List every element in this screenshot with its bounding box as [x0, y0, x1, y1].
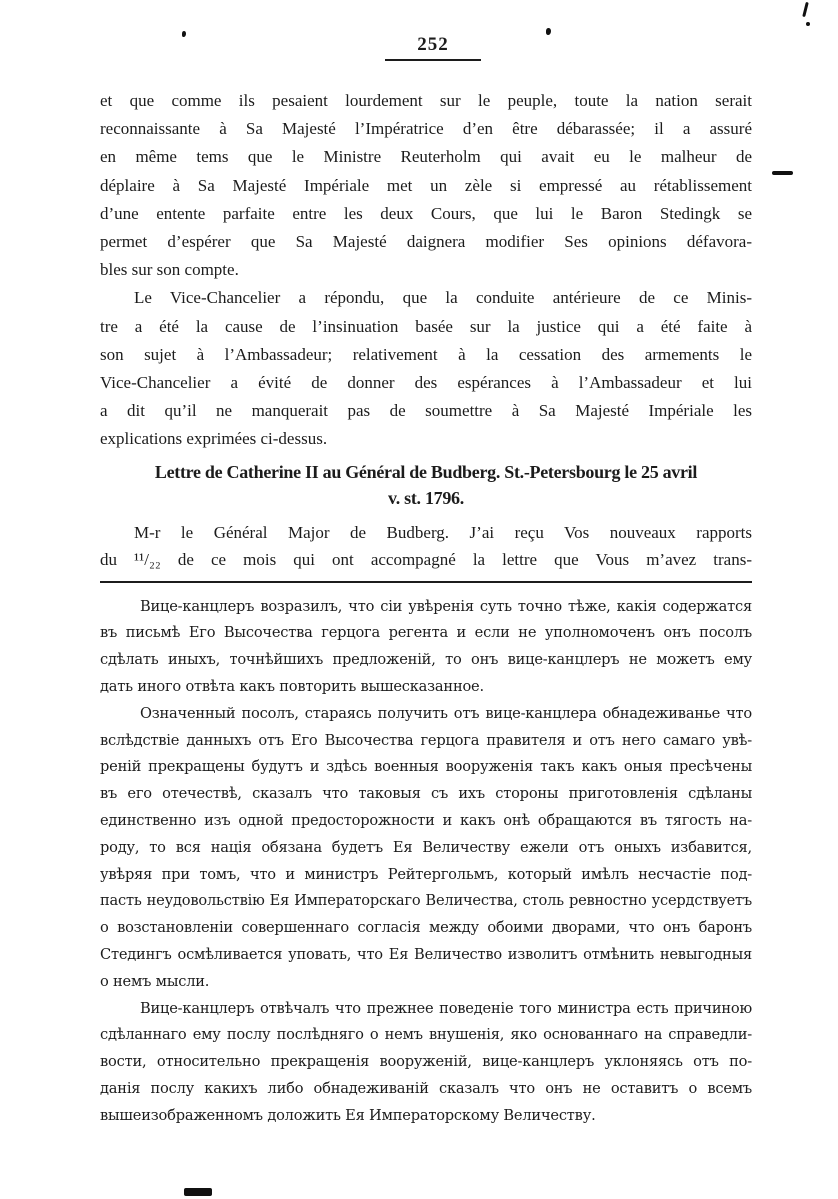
paragraph [100, 701, 752, 996]
content-column [100, 0, 752, 1130]
text-line: et que comme ils pesaient lourdement sur le peuple, toute la nation serait [100, 91, 752, 110]
text-line: bles sur son compte. [100, 260, 239, 280]
letter-body-french [100, 519, 752, 574]
text-line: reconnaissante à Sa Majesté l’Impératrice d’en être débarassée; il a assuré [100, 119, 752, 139]
text-line: d’une entente parfaite entre les deux Cours, que lui le Baron Stedingk se [100, 203, 752, 223]
paragraph [100, 284, 752, 453]
paragraph [100, 459, 752, 511]
text-line: сдѣлать иныхъ, точнѣйшихъ предложеній, то онъ вице-канцлеръ не можетъ ему [100, 651, 752, 669]
text-line: Вице-канцлеръ отвѣчалъ что прежнее поведеніе того министра есть причиною [140, 999, 752, 1017]
text-line: tre a été la cause de l’insinuation basée sur la justice qui a été faite à [100, 316, 752, 336]
text-line: вости, относительно прекращенія вооруженій, вице-канцлеръ уклоняясь отъ по- [100, 1053, 752, 1071]
main-text-french [100, 87, 752, 454]
text-line: Означенный посолъ, стараясь получить отъ вице-канцлера обнадеживанье что [140, 704, 752, 722]
text-line: дать иного отвѣта какъ повторить вышесказанное. [100, 678, 484, 696]
text-line: данія послу какихъ либо обнадеживаній сказалъ что онъ не оставитъ о всемъ [100, 1079, 752, 1097]
text-line: permet d’espérer que Sa Majesté daignera modifier Ses opinions défavora- [100, 232, 752, 252]
text-line: en même tems que le Ministre Reuterholm qui avait eu le malheur de [100, 147, 752, 167]
text-line: explications exprimées ci-dessus. [100, 429, 328, 449]
text-line: увѣряя при томъ, что и министръ Рейтергольмъ, который имѣлъ несчастіе под- [100, 865, 752, 883]
text-line: Lettre de Catherine II au Général de Budberg. St.-Petersbourg le 25 avril [154, 461, 698, 482]
page-header [385, 34, 481, 61]
paragraph [100, 519, 752, 574]
text-line: Vice-Chancelier a évité de donner des espérances à l’Ambassadeur et lui [100, 373, 752, 393]
text-line: вышеизображенномъ доложить Ея Императорскому Величеству. [100, 1106, 596, 1124]
text-line: Le Vice-Chancelier a répondu, que la conduite antérieure de ce Minis- [134, 288, 752, 308]
text-line: о возстановленіи совершеннаго согласія между обоими дворами, что онъ баронъ [100, 919, 752, 937]
ink-artifact-top-right-tick [802, 2, 809, 17]
paragraph [100, 87, 752, 284]
text-line: a dit qu’il ne manquerait pas de soumettre à Sa Majesté Impériale les [100, 401, 752, 421]
text-line: въ письмѣ Его Высочества герцога регента и если не уполномоченъ онъ посолъ [100, 624, 752, 642]
text-line: въ его отечествѣ, сказалъ что таковыя съ ихъ стороны приготовленія сдѣланы [100, 785, 752, 803]
text-line: роду, то вся нація обязана будетъ Ея Величеству ежели отъ оныхъ избавится, [100, 838, 752, 856]
text-line: déplaire à Sa Majesté Impériale met un zèle si empressé au rétablissement [100, 175, 752, 195]
text-line: пасть неудовольствію Ея Императорскаго Величества, столь ревностно усердствуетъ [100, 892, 752, 910]
page-number-rule [385, 59, 481, 61]
footnote-separator-rule [100, 581, 752, 583]
margin-dash-artifact [772, 171, 793, 175]
text-line: реній прекращены будутъ и здѣсь военныя вооруженія такъ какъ оныя пресѣчены [100, 758, 752, 776]
text-line: son sujet à l’Ambassadeur; relativement à la cessation des armements le [100, 344, 752, 364]
text-line: о немъ мысли. [100, 972, 210, 990]
paragraph [100, 996, 752, 1130]
page-number: 252 [417, 34, 449, 55]
text-line: вслѣдствіе данныхъ отъ Его Высочества герцога правителя и отъ него самаго увѣ- [100, 731, 752, 749]
paragraph [100, 594, 752, 701]
text-line: du ¹¹/₂₂ de ce mois qui ont accompagné la lettre que Vous m’avez trans- [100, 550, 752, 570]
text-line: сдѣланнаго ему послу послѣдняго о немъ внушенія, яко основаннаго на справедли- [100, 1026, 752, 1044]
ink-artifact-top-right-dot [806, 22, 810, 26]
text-line: v. st. 1796. [388, 487, 464, 508]
text-line: M-r le Général Major de Budberg. J’ai reçu Vos nouveaux rapports [134, 522, 752, 542]
ink-artifact-bottom-left [184, 1188, 212, 1196]
footnote-text-russian [100, 594, 752, 1130]
text-line: единственно изъ одной предосторожности и какъ онѣ обращаются въ тягость на- [100, 812, 752, 830]
text-line: Вице-канцлеръ возразилъ, что сіи увѣренія суть точно тѣже, какія содержатся [140, 597, 752, 615]
letter-heading [100, 459, 752, 511]
text-line: Стедингъ осмѣливается уповать, что Ея Величество изволитъ отмѣнить невыгодныя [100, 946, 752, 963]
